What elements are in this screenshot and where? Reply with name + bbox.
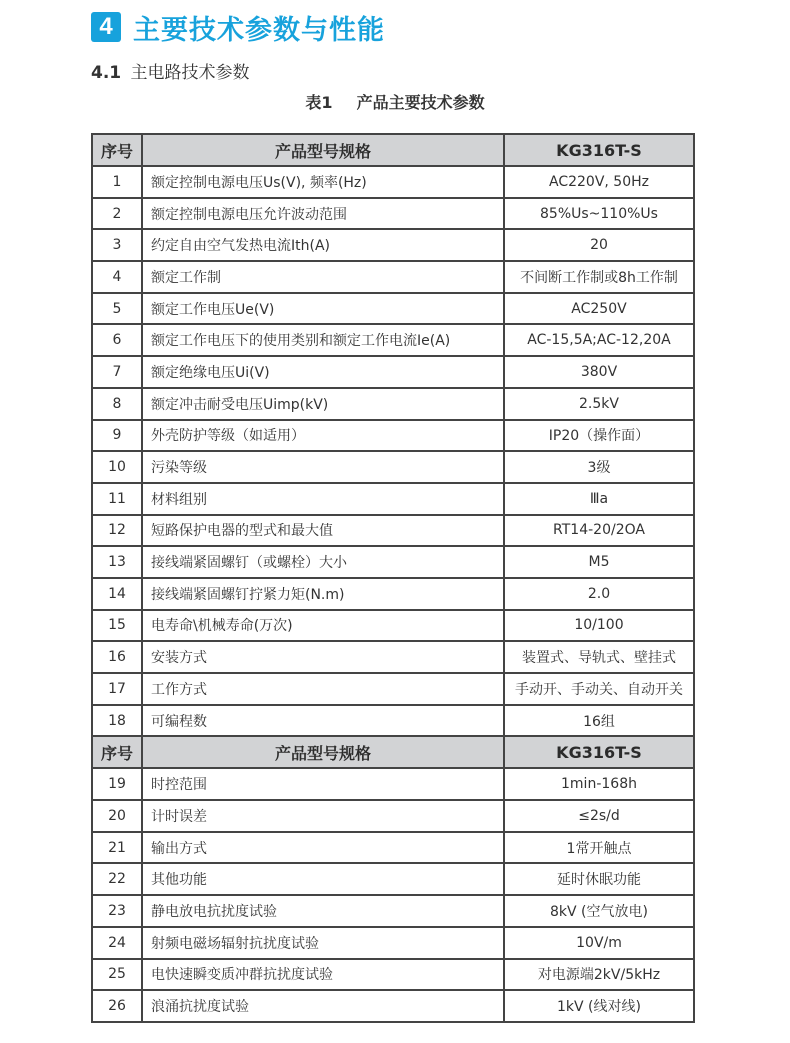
cell-name: 射频电磁场辐射抗扰度试验 <box>142 927 504 959</box>
table-row <box>92 800 694 832</box>
cell-name: 额定工作电压下的使用类别和额定工作电流Ie(A) <box>142 324 504 356</box>
cell-no: 14 <box>92 578 142 610</box>
table-row <box>92 229 694 261</box>
cell-value: 延时休眠功能 <box>504 863 694 895</box>
cell-value: ≤2s/d <box>504 800 694 832</box>
table-row <box>92 388 694 420</box>
cell-value: Ⅲa <box>504 483 694 515</box>
cell-name: 额定冲击耐受电压Uimp(kV) <box>142 388 504 420</box>
subsection-heading <box>91 58 250 83</box>
cell-no: 22 <box>92 863 142 895</box>
cell-value: 10/100 <box>504 610 694 642</box>
cell-value: RT14-20/2OA <box>504 515 694 547</box>
table-caption <box>0 90 790 113</box>
cell-value: 1min-168h <box>504 768 694 800</box>
cell-no: 8 <box>92 388 142 420</box>
cell-name: 其他功能 <box>142 863 504 895</box>
cell-name: 工作方式 <box>142 673 504 705</box>
cell-name: 材料组别 <box>142 483 504 515</box>
cell-no: 13 <box>92 546 142 578</box>
cell-name: 安装方式 <box>142 641 504 673</box>
cell-name: 计时误差 <box>142 800 504 832</box>
cell-no: 5 <box>92 293 142 325</box>
table-row <box>92 166 694 198</box>
table-caption-label: 表1 <box>305 93 333 112</box>
cell-value: 手动开、手动关、自动开关 <box>504 673 694 705</box>
table-row <box>92 895 694 927</box>
header-name: 产品型号规格 <box>142 736 504 768</box>
cell-value: IP20（操作面） <box>504 420 694 452</box>
table-row <box>92 959 694 991</box>
cell-no: 18 <box>92 705 142 737</box>
cell-value: AC250V <box>504 293 694 325</box>
table-row <box>92 515 694 547</box>
cell-no: 15 <box>92 610 142 642</box>
cell-no: 19 <box>92 768 142 800</box>
table-row <box>92 990 694 1022</box>
subsection-number: 4.1 <box>91 63 122 83</box>
cell-value: 对电源端2kV/5kHz <box>504 959 694 991</box>
section-title: 主要技术参数与性能 <box>133 14 385 46</box>
section-heading <box>91 10 385 44</box>
table-header-row <box>92 736 694 768</box>
cell-name: 污染等级 <box>142 451 504 483</box>
cell-name: 时控范围 <box>142 768 504 800</box>
table-row <box>92 483 694 515</box>
table-row <box>92 546 694 578</box>
cell-value: 85%Us~110%Us <box>504 198 694 230</box>
cell-no: 24 <box>92 927 142 959</box>
cell-value: AC-15,5A;AC-12,20A <box>504 324 694 356</box>
cell-name: 约定自由空气发热电流Ith(A) <box>142 229 504 261</box>
cell-value: 20 <box>504 229 694 261</box>
cell-no: 20 <box>92 800 142 832</box>
cell-name: 短路保护电器的型式和最大值 <box>142 515 504 547</box>
spec-table-body <box>92 134 694 1022</box>
table-row <box>92 610 694 642</box>
cell-value: M5 <box>504 546 694 578</box>
table-row <box>92 705 694 737</box>
cell-value: 2.0 <box>504 578 694 610</box>
cell-value: 不间断工作制或8h工作制 <box>504 261 694 293</box>
cell-name: 浪涌抗扰度试验 <box>142 990 504 1022</box>
cell-no: 1 <box>92 166 142 198</box>
cell-value: 3级 <box>504 451 694 483</box>
cell-name: 输出方式 <box>142 832 504 864</box>
cell-value: 16组 <box>504 705 694 737</box>
header-no: 序号 <box>92 736 142 768</box>
table-row <box>92 356 694 388</box>
table-row <box>92 293 694 325</box>
table-row <box>92 768 694 800</box>
cell-no: 9 <box>92 420 142 452</box>
cell-no: 26 <box>92 990 142 1022</box>
cell-name: 电快速瞬变质冲群抗扰度试验 <box>142 959 504 991</box>
cell-value: 380V <box>504 356 694 388</box>
cell-no: 16 <box>92 641 142 673</box>
cell-value: 10V/m <box>504 927 694 959</box>
cell-value: 装置式、导轨式、壁挂式 <box>504 641 694 673</box>
cell-no: 6 <box>92 324 142 356</box>
table-caption-title: 产品主要技术参数 <box>356 93 485 112</box>
cell-value: AC220V, 50Hz <box>504 166 694 198</box>
section-number-badge: 4 <box>91 12 121 42</box>
cell-no: 10 <box>92 451 142 483</box>
cell-no: 17 <box>92 673 142 705</box>
cell-no: 25 <box>92 959 142 991</box>
cell-name: 额定工作电压Ue(V) <box>142 293 504 325</box>
table-row <box>92 324 694 356</box>
spec-table <box>91 133 695 1023</box>
cell-value: 1kV (线对线) <box>504 990 694 1022</box>
table-row <box>92 863 694 895</box>
cell-name: 额定绝缘电压Ui(V) <box>142 356 504 388</box>
cell-name: 静电放电抗扰度试验 <box>142 895 504 927</box>
table-row <box>92 832 694 864</box>
table-row <box>92 927 694 959</box>
header-value: KG316T-S <box>504 134 694 166</box>
table-row <box>92 198 694 230</box>
cell-value: 8kV (空气放电) <box>504 895 694 927</box>
cell-name: 外壳防护等级（如适用） <box>142 420 504 452</box>
cell-name: 额定控制电源电压允许波动范围 <box>142 198 504 230</box>
subsection-title: 主电路技术参数 <box>130 63 250 83</box>
table-row <box>92 261 694 293</box>
cell-name: 接线端紧固螺钉拧紧力矩(N.m) <box>142 578 504 610</box>
cell-value: 1常开触点 <box>504 832 694 864</box>
cell-no: 21 <box>92 832 142 864</box>
header-name: 产品型号规格 <box>142 134 504 166</box>
cell-no: 11 <box>92 483 142 515</box>
cell-no: 4 <box>92 261 142 293</box>
cell-value: 2.5kV <box>504 388 694 420</box>
cell-name: 额定控制电源电压Us(V), 频率(Hz) <box>142 166 504 198</box>
table-row <box>92 673 694 705</box>
header-no: 序号 <box>92 134 142 166</box>
header-value: KG316T-S <box>504 736 694 768</box>
table-row <box>92 420 694 452</box>
cell-name: 额定工作制 <box>142 261 504 293</box>
table-header-row <box>92 134 694 166</box>
cell-name: 电寿命\机械寿命(万次) <box>142 610 504 642</box>
cell-name: 接线端紧固螺钉（或螺栓）大小 <box>142 546 504 578</box>
cell-no: 12 <box>92 515 142 547</box>
table-row <box>92 641 694 673</box>
cell-name: 可编程数 <box>142 705 504 737</box>
cell-no: 7 <box>92 356 142 388</box>
table-row <box>92 451 694 483</box>
cell-no: 3 <box>92 229 142 261</box>
cell-no: 2 <box>92 198 142 230</box>
table-row <box>92 578 694 610</box>
cell-no: 23 <box>92 895 142 927</box>
